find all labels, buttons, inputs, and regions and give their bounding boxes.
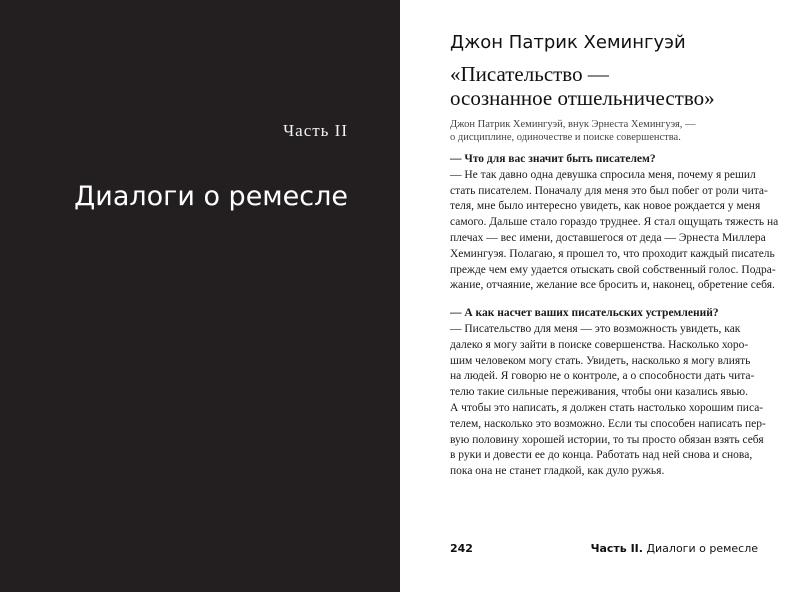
answer-2-line: — Писательство для меня — это возможность увидеть, как xyxy=(450,322,741,335)
author-name: Джон Патрик Хемингуэй xyxy=(450,32,686,53)
answer-2-line: пока она не станет гладкой, как дуло ружья. xyxy=(450,465,665,478)
right-page xyxy=(400,0,800,592)
lead-line: о дисциплине, одиночестве и поиске совершенства. xyxy=(450,132,681,143)
answer-1-line: теля, мне было интересно увидеть, как новое рождается у меня xyxy=(450,200,761,213)
lead-line: Джон Патрик Хемингуэй, внук Эрнеста Хемингуэя, — xyxy=(450,119,696,130)
article-title-line: осознанное отшельничество» xyxy=(450,86,715,110)
article-title-line: «Писательство — xyxy=(450,62,609,86)
answer-2-line: телем, насколько это возможно. Если ты способен написать пер- xyxy=(450,417,766,430)
answer-1-line: — Не так давно одна девушка спросила меня, почему я решил xyxy=(450,168,756,181)
page-number: 242 xyxy=(450,542,473,555)
answer-2-line: телю такие сильные переживания, чтобы они казались явью. xyxy=(450,386,748,399)
running-head-title: Диалоги о ремесле xyxy=(646,542,758,555)
lead-paragraph xyxy=(450,118,696,144)
answer-2-line: А чтобы это написать, я должен стать настолько хорошим писа- xyxy=(450,401,764,414)
answer-2-line: на людей. Я говорю не о контроле, а о способности дать чита- xyxy=(450,370,755,383)
answer-1-line: Хемингуэя. Полагаю, я прошел то, что проходит каждый писатель xyxy=(450,247,775,260)
answer-2-line: шим человеком могу стать. Увидеть, насколько я могу влиять xyxy=(450,354,751,367)
answer-2-line: вую половину хорошей истории, то ты просто обязан взять себя xyxy=(450,433,764,446)
answer-1-line: жание, отчаяние, желание все бросить и, наконец, обретение себя. xyxy=(450,279,775,292)
answer-1-line: плечах — вес имени, доставшегося от деда — Эрнеста Миллера xyxy=(450,231,766,244)
running-head xyxy=(591,542,758,555)
question-1: — Что для вас значит быть писателем? xyxy=(450,153,656,165)
part-label: Часть II xyxy=(283,121,348,140)
interview-body xyxy=(450,152,779,480)
running-head-part: Часть II. xyxy=(590,542,643,555)
answer-1-line: прежде чем ему удается отыскать свой собственный голос. Подра- xyxy=(450,263,776,276)
article-title xyxy=(450,62,715,110)
part-title: Диалоги о ремесле xyxy=(74,181,348,212)
answer-1-line: стать писателем. Поначалу для меня это был побег от роли чита- xyxy=(450,184,768,197)
answer-2-line: в руки и довести ее до конца. Работать над ней снова и снова, xyxy=(450,449,753,462)
paragraph-gap xyxy=(450,294,760,306)
question-2: — А как насчет ваших писательских устремлений? xyxy=(450,307,719,320)
answer-2-line: далеко я могу зайти в поиске совершенства. Насколько хоро- xyxy=(450,338,749,351)
answer-1-line: самого. Дальше стало гораздо труднее. Я стал ощущать тяжесть на xyxy=(450,216,779,229)
